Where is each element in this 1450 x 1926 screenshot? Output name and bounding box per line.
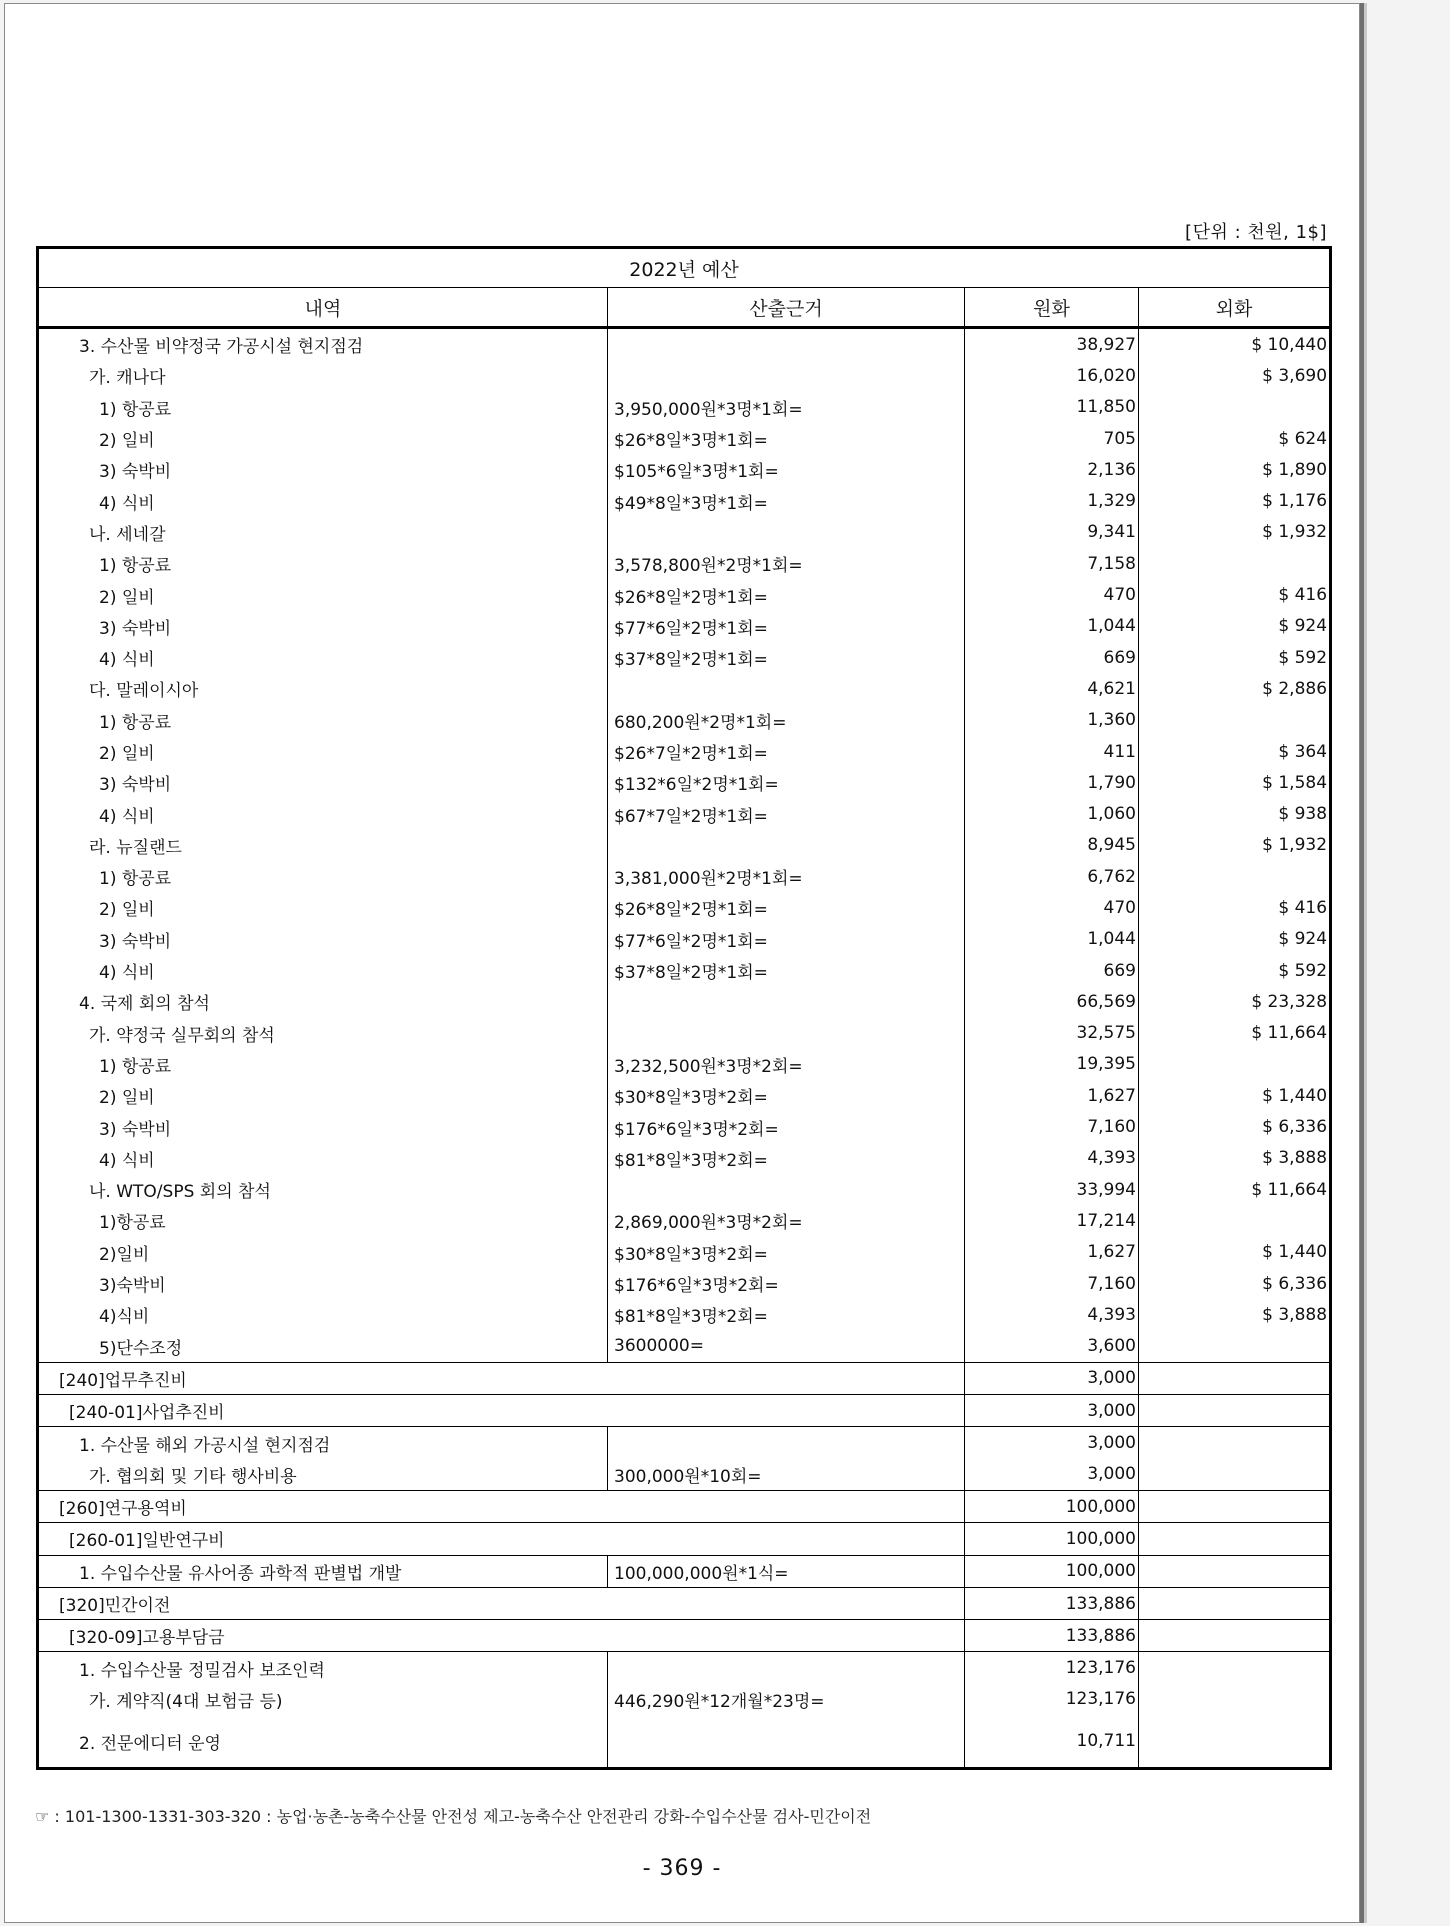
table-row: [38, 360, 1331, 391]
row-item: 3)숙박비: [99, 1276, 166, 1297]
row-won: 133,886: [965, 1587, 1139, 1619]
row-foreign: $ 11,664: [1139, 1018, 1331, 1049]
table-row: [38, 548, 1331, 579]
table-row: [38, 673, 1331, 704]
table-row: [38, 1299, 1331, 1330]
row-won: 3,000: [965, 1362, 1139, 1394]
row-basis: [608, 986, 965, 1017]
row-item: 5)단수조정: [99, 1338, 183, 1359]
table-row: [38, 1018, 1331, 1049]
row-foreign: $ 6,336: [1139, 1268, 1331, 1299]
row-foreign: $ 924: [1139, 611, 1331, 642]
table-row: [38, 1620, 1331, 1652]
row-item: 3. 수산물 비약정국 가공시설 현지점검: [79, 337, 364, 358]
row-foreign: $ 592: [1139, 955, 1331, 986]
table-row: [38, 642, 1331, 673]
row-item: 4) 식비: [99, 963, 155, 984]
row-basis: $77*6일*2명*1회=: [608, 611, 965, 642]
row-foreign: $ 2,886: [1139, 673, 1331, 704]
footnote: ☞ : 101-1300-1331-303-320 : 농업·농촌-농축수산물 안전성 제고-농축수산 안전관리 강화-수입수산물 검사-민간이전: [35, 1807, 872, 1826]
row-item: 1) 항공료: [99, 399, 172, 420]
table-row: [38, 1652, 1331, 1684]
row-won: 669: [965, 955, 1139, 986]
row-basis: $26*8일*3명*1회=: [608, 423, 965, 454]
table-row: [38, 1523, 1331, 1555]
table-row: [38, 798, 1331, 829]
row-won: 1,627: [965, 1237, 1139, 1268]
header-won: 원화: [965, 288, 1139, 328]
row-won: 133,886: [965, 1620, 1139, 1652]
row-won: 1,329: [965, 485, 1139, 516]
table-row: [38, 1205, 1331, 1236]
row-basis: 2,869,000원*3명*2회=: [608, 1205, 965, 1236]
row-item: 4)식비: [99, 1307, 150, 1328]
row-basis: 680,200원*2명*1회=: [608, 705, 965, 736]
row-won: 11,850: [965, 392, 1139, 423]
table-row: [38, 328, 1331, 361]
row-basis: $26*8일*2명*1회=: [608, 579, 965, 610]
row-basis: $176*6일*3명*2회=: [608, 1111, 965, 1142]
row-item: 3) 숙박비: [99, 462, 172, 483]
row-item: 4. 국제 회의 참석: [79, 994, 210, 1015]
row-won: 6,762: [965, 861, 1139, 892]
row-basis: [608, 1652, 965, 1684]
row-won: 705: [965, 423, 1139, 454]
row-won: 1,044: [965, 611, 1139, 642]
row-basis: $176*6일*3명*2회=: [608, 1268, 965, 1299]
row-basis: $132*6일*2명*1회=: [608, 767, 965, 798]
row-won: 669: [965, 642, 1139, 673]
row-won: 7,158: [965, 548, 1139, 579]
table-row: [38, 1587, 1331, 1619]
row-won: 470: [965, 892, 1139, 923]
row-basis: $30*8일*3명*2회=: [608, 1080, 965, 1111]
row-item: 3) 숙박비: [99, 775, 172, 796]
row-item: 1. 수입수산물 정밀검사 보조인력: [38, 1652, 608, 1684]
row-foreign: [1139, 1523, 1331, 1555]
table-row: [38, 1490, 1331, 1522]
row-item: 4) 식비: [99, 806, 155, 827]
row-foreign: [1139, 1555, 1331, 1587]
table-row: [38, 1684, 1331, 1715]
row-won: 100,000: [965, 1523, 1139, 1555]
row-item: 2) 일비: [99, 587, 155, 608]
row-foreign: $ 924: [1139, 924, 1331, 955]
row-item: 가. 협의회 및 기타 행사비용: [89, 1466, 297, 1487]
table-row: [38, 1111, 1331, 1142]
row-won: 470: [965, 579, 1139, 610]
row-foreign: [1139, 1362, 1331, 1394]
header-foreign: 외화: [1139, 288, 1331, 328]
row-foreign: [1139, 1459, 1331, 1491]
row-foreign: $ 1,932: [1139, 830, 1331, 861]
row-foreign: $ 416: [1139, 579, 1331, 610]
row-won: 3,000: [965, 1427, 1139, 1459]
table-row: [38, 517, 1331, 548]
row-item: 2) 일비: [99, 1088, 155, 1109]
row-foreign: $ 1,932: [1139, 517, 1331, 548]
row-foreign: $ 10,440: [1139, 328, 1331, 361]
row-won: 411: [965, 736, 1139, 767]
row-won: 16,020: [965, 360, 1139, 391]
table-row: [38, 986, 1331, 1017]
table-row: [38, 767, 1331, 798]
row-basis: 100,000,000원*1식=: [608, 1555, 965, 1587]
row-won: 3,000: [965, 1459, 1139, 1491]
table-row: [38, 423, 1331, 454]
row-item: 3) 숙박비: [99, 931, 172, 952]
row-basis: 3,578,800원*2명*1회=: [608, 548, 965, 579]
row-foreign: [1139, 861, 1331, 892]
row-item: [320]민간이전: [38, 1587, 965, 1619]
row-item: 1) 항공료: [99, 556, 172, 577]
table-row: [38, 736, 1331, 767]
row-basis: [608, 328, 965, 361]
row-item: 가. 약정국 실무회의 참석: [89, 1025, 275, 1046]
row-foreign: $ 3,690: [1139, 360, 1331, 391]
row-foreign: $ 1,176: [1139, 485, 1331, 516]
row-basis: $67*7일*2명*1회=: [608, 798, 965, 829]
row-basis: $37*8일*2명*1회=: [608, 642, 965, 673]
row-basis: $26*8일*2명*1회=: [608, 892, 965, 923]
row-basis: 3600000=: [608, 1331, 965, 1363]
row-foreign: $ 6,336: [1139, 1111, 1331, 1142]
row-item: 4) 식비: [99, 1150, 155, 1171]
row-basis: 3,950,000원*3명*1회=: [608, 392, 965, 423]
row-item: 3) 숙박비: [99, 1119, 172, 1140]
row-won: 100,000: [965, 1490, 1139, 1522]
row-basis: $81*8일*3명*2회=: [608, 1143, 965, 1174]
row-foreign: [1139, 1205, 1331, 1236]
budget-table: [36, 246, 1332, 1770]
row-item: [260-01]일반연구비: [38, 1523, 965, 1555]
table-row: [38, 454, 1331, 485]
row-foreign: [1139, 1427, 1331, 1459]
row-won: 66,569: [965, 986, 1139, 1017]
row-foreign: $ 1,440: [1139, 1237, 1331, 1268]
row-foreign: [1139, 705, 1331, 736]
row-item: 1. 수산물 해외 가공시설 현지점검: [38, 1427, 608, 1459]
row-item: 1)항공료: [99, 1213, 166, 1234]
row-basis: $49*8일*3명*1회=: [608, 485, 965, 516]
row-basis: [608, 1174, 965, 1205]
row-foreign: $ 11,664: [1139, 1174, 1331, 1205]
row-item: 가. 계약직(4대 보험금 등): [89, 1691, 283, 1712]
row-basis: 3,232,500원*3명*2회=: [608, 1049, 965, 1080]
unit-label: [단위 : 천원, 1$]: [1185, 222, 1327, 243]
row-item: 1) 항공료: [99, 712, 172, 733]
table-row: [38, 1268, 1331, 1299]
row-won: 2,136: [965, 454, 1139, 485]
row-foreign: [1139, 1395, 1331, 1427]
row-won: 100,000: [965, 1555, 1139, 1587]
row-item: 3) 숙박비: [99, 618, 172, 639]
row-won: 123,176: [965, 1684, 1139, 1715]
row-basis: [608, 1018, 965, 1049]
row-item: 2)일비: [99, 1244, 150, 1265]
row-foreign: [1139, 1684, 1331, 1715]
row-basis: $81*8일*3명*2회=: [608, 1299, 965, 1330]
row-item: 1) 항공료: [99, 869, 172, 890]
table-row: [38, 861, 1331, 892]
row-foreign: $ 416: [1139, 892, 1331, 923]
row-won: 19,395: [965, 1049, 1139, 1080]
row-item: 라. 뉴질랜드: [89, 837, 182, 858]
row-item: 4) 식비: [99, 650, 155, 671]
row-won: 17,214: [965, 1205, 1139, 1236]
row-item: 2) 일비: [99, 744, 155, 764]
row-won: 33,994: [965, 1174, 1139, 1205]
row-basis: [608, 830, 965, 861]
table-row: [38, 392, 1331, 423]
row-item: 2. 전문에디터 운영: [79, 1733, 221, 1754]
row-foreign: [1139, 548, 1331, 579]
row-won: 9,341: [965, 517, 1139, 548]
table-row: [38, 1049, 1331, 1080]
row-foreign: $ 1,440: [1139, 1080, 1331, 1111]
row-basis: $26*7일*2명*1회=: [608, 736, 965, 767]
row-basis: [608, 360, 965, 391]
document-page: [4, 3, 1360, 1923]
row-basis: [608, 673, 965, 704]
row-won: 10,711: [965, 1715, 1139, 1769]
row-basis: [608, 1427, 965, 1459]
row-won: 1,060: [965, 798, 1139, 829]
table-row: [38, 485, 1331, 516]
table-row: [38, 1331, 1331, 1363]
row-won: 7,160: [965, 1111, 1139, 1142]
row-foreign: [1139, 1715, 1331, 1769]
row-foreign: $ 364: [1139, 736, 1331, 767]
table-row: [38, 924, 1331, 955]
row-foreign: [1139, 1490, 1331, 1522]
row-won: 1,790: [965, 767, 1139, 798]
row-foreign: $ 624: [1139, 423, 1331, 454]
row-basis: [608, 517, 965, 548]
row-item: 나. 세네갈: [89, 524, 166, 545]
row-won: 32,575: [965, 1018, 1139, 1049]
table-row: [38, 1395, 1331, 1427]
row-won: 4,393: [965, 1299, 1139, 1330]
row-won: 1,044: [965, 924, 1139, 955]
row-item: 4) 식비: [99, 493, 155, 514]
row-foreign: $ 3,888: [1139, 1299, 1331, 1330]
table-row: [38, 1174, 1331, 1205]
row-foreign: $ 1,584: [1139, 767, 1331, 798]
row-item: [260]연구용역비: [38, 1490, 965, 1522]
row-basis: $105*6일*3명*1회=: [608, 454, 965, 485]
table-row: [38, 892, 1331, 923]
row-basis: [608, 1715, 965, 1769]
row-item: 나. WTO/SPS 회의 참석: [89, 1182, 271, 1203]
row-won: 1,627: [965, 1080, 1139, 1111]
row-foreign: $ 592: [1139, 642, 1331, 673]
row-basis: $37*8일*2명*1회=: [608, 955, 965, 986]
row-won: 3,000: [965, 1395, 1139, 1427]
row-item: [240]업무추진비: [38, 1362, 965, 1394]
row-won: 1,360: [965, 705, 1139, 736]
table-row: [38, 1715, 1331, 1769]
table-body: [38, 328, 1331, 1769]
table-row: [38, 1237, 1331, 1268]
row-foreign: $ 3,888: [1139, 1143, 1331, 1174]
table-row: [38, 705, 1331, 736]
row-foreign: $ 23,328: [1139, 986, 1331, 1017]
row-won: 4,393: [965, 1143, 1139, 1174]
table-row: [38, 1555, 1331, 1587]
row-item: 다. 말레이시아: [89, 681, 199, 702]
row-won: 8,945: [965, 830, 1139, 861]
table-row: [38, 611, 1331, 642]
table-row: [38, 955, 1331, 986]
table-title: 2022년 예산: [38, 248, 1331, 288]
row-foreign: $ 938: [1139, 798, 1331, 829]
row-item: [320-09]고용부담금: [38, 1620, 965, 1652]
row-item: 1. 수입수산물 유사어종 과학적 판별법 개발: [38, 1555, 608, 1587]
header-basis: 산출근거: [608, 288, 965, 328]
row-item: 가. 캐나다: [89, 368, 166, 389]
row-won: 123,176: [965, 1652, 1139, 1684]
header-item: 내역: [38, 288, 608, 328]
row-won: 38,927: [965, 328, 1139, 361]
row-foreign: [1139, 1587, 1331, 1619]
table-row: [38, 1427, 1331, 1459]
row-basis: $30*8일*3명*2회=: [608, 1237, 965, 1268]
row-item: 2) 일비: [99, 431, 155, 452]
row-foreign: $ 1,890: [1139, 454, 1331, 485]
row-foreign: [1139, 1652, 1331, 1684]
table-row: [38, 1362, 1331, 1394]
page-number: - 369 -: [642, 1856, 722, 1881]
row-foreign: [1139, 1620, 1331, 1652]
row-basis: $77*6일*2명*1회=: [608, 924, 965, 955]
row-item: [240-01]사업추진비: [38, 1395, 965, 1427]
row-foreign: [1139, 392, 1331, 423]
row-item: 1) 항공료: [99, 1056, 172, 1077]
row-won: 7,160: [965, 1268, 1139, 1299]
table-row: [38, 1080, 1331, 1111]
row-won: 4,621: [965, 673, 1139, 704]
row-won: 3,600: [965, 1331, 1139, 1363]
row-foreign: [1139, 1049, 1331, 1080]
table-row: [38, 1459, 1331, 1491]
row-item: 2) 일비: [99, 900, 155, 921]
row-basis: 446,290원*12개월*23명=: [608, 1684, 965, 1715]
table-row: [38, 579, 1331, 610]
row-foreign: [1139, 1331, 1331, 1363]
table-row: [38, 1143, 1331, 1174]
row-basis: 300,000원*10회=: [608, 1459, 965, 1491]
table-row: [38, 830, 1331, 861]
row-basis: 3,381,000원*2명*1회=: [608, 861, 965, 892]
